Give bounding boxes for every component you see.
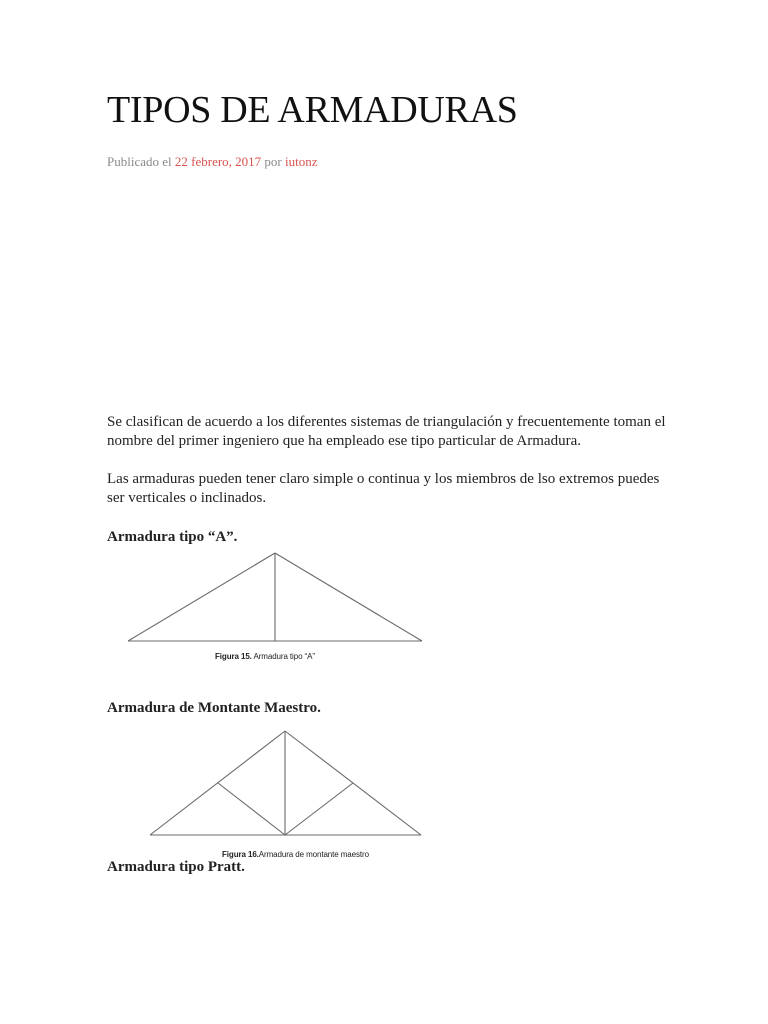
meta-by: por xyxy=(264,154,282,169)
truss-right-diagonal xyxy=(285,783,353,835)
truss-left-rafter xyxy=(128,553,275,641)
meta-prefix: Publicado el xyxy=(107,154,172,169)
figure-montante-maestro xyxy=(143,726,428,842)
caption-text: Armadura de montante maestro xyxy=(258,850,369,859)
figure-armadura-tipo-a xyxy=(120,548,430,648)
caption-text: Armadura tipo “A” xyxy=(251,652,315,661)
truss-right-rafter xyxy=(275,553,422,641)
page-title: TIPOS DE ARMADURAS xyxy=(107,89,518,131)
author-link[interactable]: iutonz xyxy=(285,154,318,169)
truss-left-diagonal xyxy=(218,783,285,835)
intro-paragraph: Se clasifican de acuerdo a los diferentes sistemas de triangulación y frecuentemente toman el nombre del primer ingeniero que ha empleado ese tipo particular de Armadura. xyxy=(107,414,666,449)
post-meta xyxy=(107,154,318,170)
heading-montante-maestro: Armadura de Montante Maestro. xyxy=(107,700,321,716)
heading-armadura-tipo-a: Armadura tipo “A”. xyxy=(107,529,238,545)
post-date-link[interactable]: 22 febrero, 2017 xyxy=(174,154,262,169)
second-paragraph: Las armaduras pueden tener claro simple o continua y los miembros de lso extremos puedes ser verticales o inclinados. xyxy=(107,471,660,506)
heading-armadura-pratt: Armadura tipo Pratt. xyxy=(107,859,245,875)
caption-label: Figura 16. xyxy=(222,850,259,859)
caption-figura-15 xyxy=(215,652,315,661)
caption-label: Figura 15. xyxy=(215,652,252,661)
